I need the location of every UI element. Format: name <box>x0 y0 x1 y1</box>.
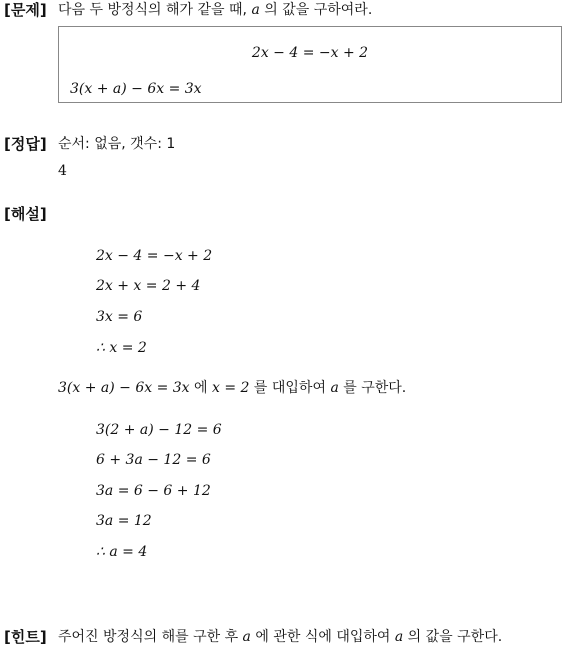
solution-sentence <box>58 379 406 397</box>
solution-step: 6 + 3a − 12 = 6 <box>96 452 211 468</box>
answer-value: 4 <box>58 163 67 179</box>
sentence-substitution: x = 2 <box>212 380 250 396</box>
problem-label: [문제] <box>4 1 47 19</box>
solution-step: ∴ a = 4 <box>96 544 148 560</box>
hint-text-part: 주어진 방정식의 해를 구한 후 <box>58 629 243 645</box>
sentence-text: 를 구한다. <box>338 380 407 396</box>
problem-text-before: 다음 두 방정식의 해가 같을 때, <box>58 2 252 18</box>
sentence-variable: a <box>330 380 339 396</box>
hint-text <box>58 628 502 646</box>
solution-step: 3a = 12 <box>96 513 152 529</box>
answer-label: [정답] <box>4 135 47 153</box>
hint-variable: a <box>394 629 404 645</box>
sentence-equation: 3(x + a) − 6x = 3x <box>58 380 190 396</box>
hint-text-part: 에 관한 식에 대입하여 <box>250 629 395 645</box>
equation-1: 2x − 4 = −x + 2 <box>251 45 369 61</box>
solution-step: 3(2 + a) − 12 = 6 <box>96 422 222 438</box>
equation-2: 3(x + a) − 6x = 3x <box>70 81 202 97</box>
solution-step: 3x = 6 <box>96 309 143 325</box>
sentence-text: 에 <box>189 380 213 396</box>
solution-step: 3a = 6 − 6 + 12 <box>96 483 211 499</box>
problem-variable: a <box>251 2 260 18</box>
solution-step: ∴ x = 2 <box>96 340 147 356</box>
problem-statement <box>58 1 372 19</box>
solution-label: [해설] <box>4 205 47 223</box>
hint-label: [힌트] <box>4 628 47 646</box>
sentence-text: 를 대입하여 <box>249 380 331 396</box>
solution-step: 2x + x = 2 + 4 <box>96 278 201 294</box>
answer-meta: 순서: 없음, 갯수: 1 <box>58 136 176 152</box>
hint-text-part: 의 값을 구한다. <box>403 629 503 645</box>
hint-variable: a <box>242 629 251 645</box>
solution-step: 2x − 4 = −x + 2 <box>96 248 213 264</box>
problem-text-after: 의 값을 구하여라. <box>259 2 373 18</box>
equation-box <box>58 26 562 103</box>
